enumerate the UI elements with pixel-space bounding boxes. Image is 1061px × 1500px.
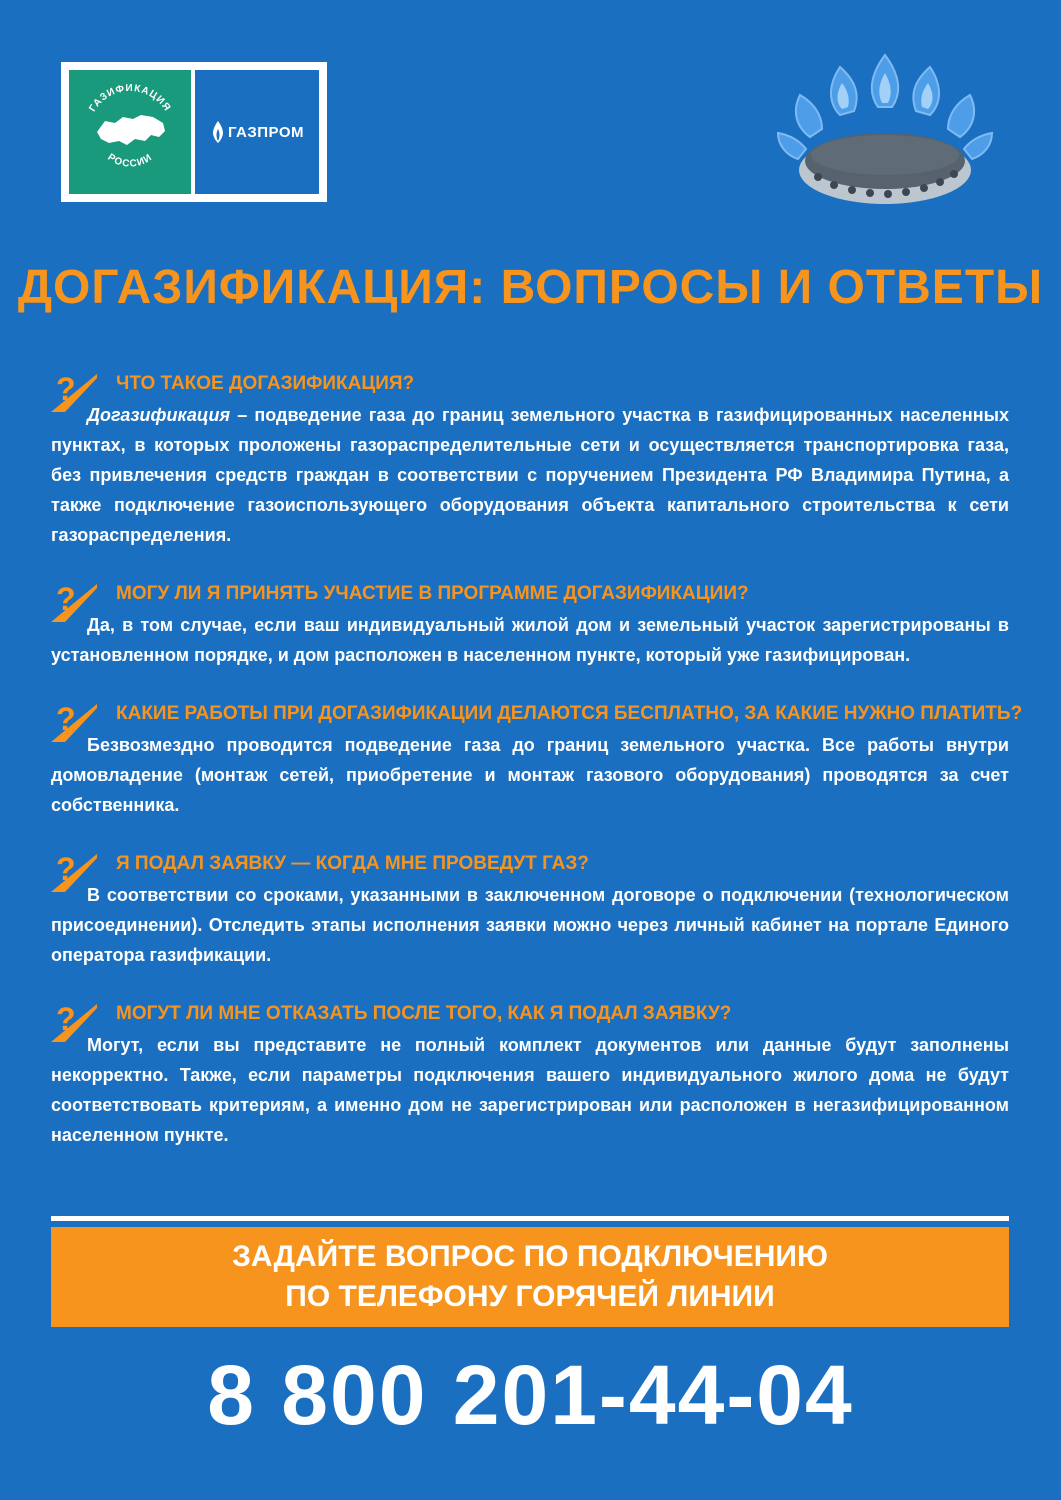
faq-answer: Могут, если вы представите не полный комплект документов или данные будут заполнены некорректно. Также, если параметры подключения вашего индивидуального жилого дома не будут соответствовать критериям, а именно дом не зарегистрирован или расположен в негазифицированном населенном пункте.: [51, 1035, 1009, 1145]
partner-logos: [61, 62, 327, 202]
svg-text:?: ?: [56, 581, 76, 617]
faq-answer: Безвозмездно проводится подведение газа до границ земельного участка. Все работы внутри домовладение (монтаж сетей, приобретение и монтаж газового оборудования) проводятся за счет собственника.: [51, 735, 1009, 815]
svg-text:?: ?: [56, 851, 76, 887]
hotline-phone-number[interactable]: 8 800 201-44-04: [207, 1348, 854, 1442]
gazprom-logo-text: ГАЗПРОМ: [227, 123, 305, 141]
gas-burner-icon: [770, 45, 1000, 210]
faq-question: КАКИЕ РАБОТЫ ПРИ ДОГАЗИФИКАЦИИ ДЕЛАЮТСЯ БЕСПЛАТНО, ЗА КАКИЕ НУЖНО ПЛАТИТЬ?: [116, 703, 1023, 724]
faq-answer: Да, в том случае, если ваш индивидуальный жилой дом и земельный участок зарегистрированы в установленном порядке, и дом расположен в населенном пункте, который уже газифицирован.: [51, 615, 1009, 665]
svg-text:ГАЗИФИКАЦИЯ: [87, 83, 172, 114]
seal-text-bottom: РОССИИ: [105, 151, 155, 170]
faq-answer-term: Догазификация: [87, 405, 231, 425]
svg-text:РОССИИ: [105, 152, 154, 170]
hotline-banner: [51, 1227, 1009, 1327]
gazprom-logo: [195, 70, 319, 194]
svg-text:?: ?: [56, 1001, 76, 1037]
faq-question: ЧТО ТАКОЕ ДОГАЗИФИКАЦИЯ?: [116, 373, 415, 394]
russia-map-seal-icon: [75, 77, 185, 187]
svg-text:?: ?: [56, 701, 76, 737]
faq-answer: В соответствии со сроками, указанными в заключенном договоре о подключении (технологическом присоединении). Отследить этапы исполнения заявки можно через личный кабинет на портале Единого оператора газификации.: [51, 885, 1009, 965]
gazprom-flame-icon: [210, 120, 226, 144]
hotline-banner-line-2: ПО ТЕЛЕФОНУ ГОРЯЧЕЙ ЛИНИИ: [285, 1280, 775, 1313]
seal-text-top: ГАЗИФИКАЦИЯ: [87, 82, 173, 114]
cta-divider: [51, 1216, 1009, 1221]
faq-question: МОГУ ЛИ Я ПРИНЯТЬ УЧАСТИЕ В ПРОГРАММЕ ДОГАЗИФИКАЦИИ?: [116, 583, 749, 604]
faq-answer: Догазификация – подведение газа до границ земельного участка в газифицированных населенных пунктах, в которых проложены газораспределительные сети и осуществляется транспортировка газа, без привлечения средств граждан в соответствии с поручением Президента РФ Владимира Путина, а также подключение газоиспользующего оборудования объекта капитального строительства к сети газораспределения.: [51, 405, 1009, 545]
faq-question: Я ПОДАЛ ЗАЯВКУ — КОГДА МНЕ ПРОВЕДУТ ГАЗ?: [116, 853, 589, 874]
faq-question: МОГУТ ЛИ МНЕ ОТКАЗАТЬ ПОСЛЕ ТОГО, КАК Я ПОДАЛ ЗАЯВКУ?: [116, 1003, 732, 1024]
page-title: ДОГАЗИФИКАЦИЯ: ВОПРОСЫ И ОТВЕТЫ: [17, 261, 1044, 314]
svg-text:?: ?: [56, 371, 76, 407]
hotline-banner-line-1: ЗАДАЙТЕ ВОПРОС ПО ПОДКЛЮЧЕНИЮ: [232, 1240, 828, 1273]
gasification-russia-logo: [69, 70, 191, 194]
